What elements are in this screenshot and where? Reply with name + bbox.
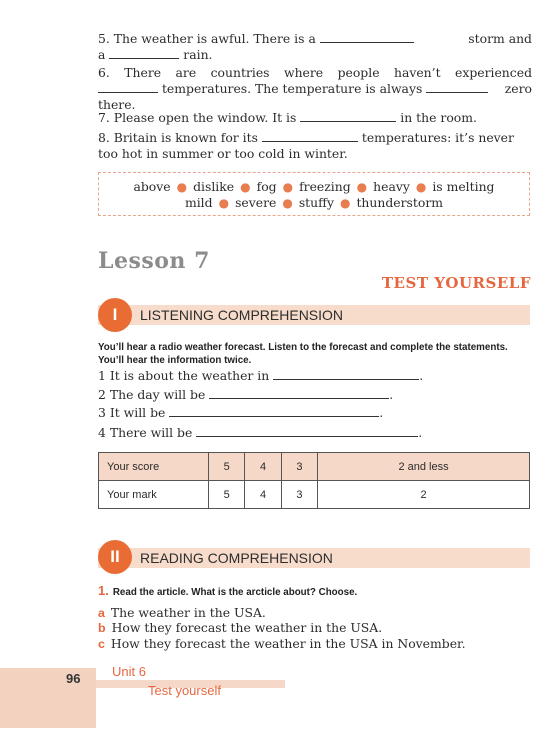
blank-5b[interactable] xyxy=(109,47,179,59)
word-fog: fog xyxy=(256,179,277,194)
exercise-5-text-b: storm and xyxy=(468,31,532,46)
blank-5a[interactable] xyxy=(320,31,414,43)
score-label: Your score xyxy=(99,453,209,481)
score-row xyxy=(99,453,530,481)
option-b-letter: b xyxy=(98,621,106,635)
mark-cell: 5 xyxy=(209,481,245,509)
score-cell: 3 xyxy=(281,453,317,481)
listening-item-4: 4 There will be . xyxy=(98,425,423,440)
word-stuffy: stuffy xyxy=(298,195,334,210)
bullet-icon: ● xyxy=(176,180,188,194)
score-table xyxy=(98,452,530,509)
bullet-icon: ● xyxy=(339,196,351,210)
word-dislike: dislike xyxy=(193,179,235,194)
exercise-6-line-1: 6. There are countries where people haven’t experienced xyxy=(98,65,532,80)
bullet-icon: ● xyxy=(240,180,251,194)
score-cell: 4 xyxy=(245,453,281,481)
option-b-text: How they forecast the weather in the USA. xyxy=(111,620,383,635)
mark-cell: 2 xyxy=(318,481,530,509)
word-above: above xyxy=(133,179,171,194)
section-2-number: II xyxy=(98,540,132,574)
section-2-title: READING COMPREHENSION xyxy=(140,550,333,566)
bullet-icon: ● xyxy=(218,196,230,210)
mark-label: Your mark xyxy=(99,481,209,509)
listening-item-3-text: 3 It will be xyxy=(98,405,166,420)
unit-label: Unit 6 xyxy=(112,664,146,679)
listening-item-2-text: 2 The day will be xyxy=(98,387,206,402)
reading-task-number: 1. xyxy=(98,583,109,598)
exercise-7-text-a: 7. Please open the window. It is xyxy=(98,110,297,125)
bullet-icon: ● xyxy=(282,180,294,194)
exercise-5-text-d: rain. xyxy=(183,47,213,62)
reading-task-text: Read the article. What is the arcticle about? Choose. xyxy=(112,587,358,598)
bullet-icon: ● xyxy=(356,180,368,194)
option-c-text: How they forecast the weather in the USA in November. xyxy=(110,636,466,651)
listening-item-3: 3 It will be . xyxy=(98,405,384,420)
option-c-letter: c xyxy=(98,637,105,651)
listening-blank-3[interactable] xyxy=(169,406,379,417)
bullet-icon: ● xyxy=(415,180,427,194)
option-a-text: The weather in the USA. xyxy=(110,605,266,620)
exercise-8-text-b: temperatures: it’s never xyxy=(361,130,514,145)
blank-8[interactable] xyxy=(262,130,358,142)
mark-row xyxy=(99,481,530,509)
exercise-6-text-d: there. xyxy=(98,97,136,112)
exercise-8-text-c: too hot in summer or too cold in winter. xyxy=(98,146,348,161)
word-severe: severe xyxy=(235,195,277,210)
section-1-number: I xyxy=(98,298,132,332)
blank-7[interactable] xyxy=(300,110,396,122)
listening-item-4-text: 4 There will be xyxy=(98,425,193,440)
exercise-8-text-a: 8. Britain is known for its xyxy=(98,130,258,145)
exercise-6 xyxy=(98,65,532,113)
option-c[interactable] xyxy=(98,636,466,651)
blank-6b[interactable] xyxy=(426,81,488,93)
reading-task xyxy=(98,584,532,599)
word-mild: mild xyxy=(184,195,213,210)
exercise-6-text-b: temperatures. The temperature is always xyxy=(161,81,423,96)
exercise-7 xyxy=(98,110,532,126)
page-number-box xyxy=(0,668,96,728)
listening-item-2: 2 The day will be . xyxy=(98,387,394,402)
word-box xyxy=(98,172,530,216)
listening-blank-4[interactable] xyxy=(196,426,418,437)
score-cell: 5 xyxy=(209,453,245,481)
exercise-7-text-b: in the room. xyxy=(400,110,477,125)
word-is-melting: is melting xyxy=(432,179,495,194)
exercise-8 xyxy=(98,130,532,162)
listening-item-1-text: 1 It is about the weather in xyxy=(98,368,270,383)
score-cell: 2 and less xyxy=(318,453,530,481)
page-number: 96 xyxy=(66,671,81,686)
word-freezing: freezing xyxy=(299,179,351,194)
section-1-title: LISTENING COMPREHENSION xyxy=(140,307,344,323)
listening-blank-1[interactable] xyxy=(273,369,419,380)
lesson-title: Lesson 7 xyxy=(98,248,210,274)
bullet-icon: ● xyxy=(282,196,293,210)
word-thunderstorm: thunderstorm xyxy=(356,195,444,210)
exercise-5-text-a: 5. The weather is awful. There is a xyxy=(98,31,316,46)
test-yourself-title: TEST YOURSELF xyxy=(381,274,531,292)
listening-blank-2[interactable] xyxy=(209,388,389,399)
mark-cell: 4 xyxy=(245,481,281,509)
exercise-5-text-c: a xyxy=(98,47,106,62)
exercise-6-text-c: zero xyxy=(504,81,532,96)
exercise-5 xyxy=(98,31,532,63)
section-1-instruction: You’ll hear a radio weather forecast. Listen to the forecast and complete the statements. You’ll hear the information twice. xyxy=(98,342,508,366)
option-a-letter: a xyxy=(98,606,105,620)
word-box-row-1 xyxy=(99,179,529,194)
unit-subtitle: Test yourself xyxy=(148,683,221,698)
word-box-row-2 xyxy=(99,195,529,210)
word-heavy: heavy xyxy=(373,179,410,194)
listening-item-1: 1 It is about the weather in . xyxy=(98,368,424,383)
mark-cell: 3 xyxy=(281,481,317,509)
blank-6a[interactable] xyxy=(98,81,158,93)
option-a[interactable] xyxy=(98,605,266,620)
option-b[interactable] xyxy=(98,620,382,635)
